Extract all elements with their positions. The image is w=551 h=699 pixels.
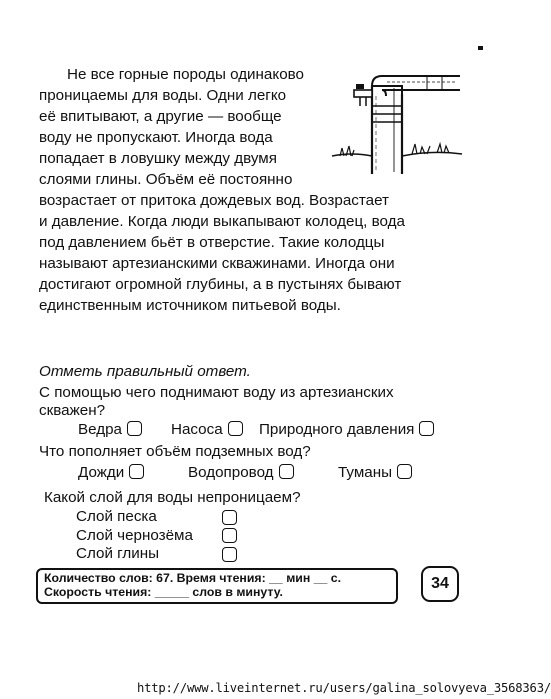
question-1-line-1: С помощью чего поднимают воду из артезианских <box>39 384 394 401</box>
checkbox[interactable] <box>228 421 243 436</box>
text-line: попадает в ловушку между двумя <box>39 150 277 167</box>
watermark-url: http://www.liveinternet.ru/users/galina_solovyeva_3568363/ <box>137 681 551 695</box>
q1-option-pump[interactable] <box>171 420 243 440</box>
text-line: возрастает от притока дождевых вод. Возрастает <box>39 192 389 209</box>
q3-option-clay: Слой глины <box>76 545 160 562</box>
text-line: называют артезианскими скважинами. Иногда они <box>39 255 395 272</box>
q2-option-rain[interactable] <box>78 463 144 483</box>
q1-option-buckets[interactable] <box>78 420 142 440</box>
option-label: Природного давления <box>259 421 415 438</box>
text-line: и давление. Когда люди выкапывают колодец, вода <box>39 213 405 230</box>
checkbox[interactable] <box>129 464 144 479</box>
option-label: Туманы <box>338 464 393 481</box>
checkbox[interactable] <box>397 464 412 479</box>
checkbox[interactable] <box>127 421 142 436</box>
page-number: 34 <box>421 566 459 602</box>
checkbox[interactable] <box>279 464 294 479</box>
text-line: воду не пропускают. Иногда вода <box>39 129 273 146</box>
text-line: Не все горные породы одинаково <box>67 66 304 83</box>
reading-stats-box <box>36 568 398 604</box>
option-label: Дожди <box>78 464 125 481</box>
artesian-well-illustration <box>332 64 462 179</box>
corner-mark <box>478 46 483 50</box>
option-label: Насоса <box>171 421 223 438</box>
question-3: Какой слой для воды непроницаем? <box>44 489 301 506</box>
text-line: под давлением бьёт в отверстие. Такие колодцы <box>39 234 385 251</box>
text-line: проницаемы для воды. Одни легко <box>39 87 287 104</box>
quiz-instruction: Отметь правильный ответ. <box>39 363 251 380</box>
word-count-line: Количество слов: 67. Время чтения: __ мин __ с. <box>44 571 342 585</box>
q2-option-water-supply[interactable] <box>188 463 294 483</box>
q3-option-black-soil: Слой чернозёма <box>76 527 193 544</box>
q2-option-fog[interactable] <box>338 463 412 483</box>
reading-speed-line: Скорость чтения: _____ слов в минуту. <box>44 585 283 599</box>
option-label: Ведра <box>78 421 122 438</box>
question-2: Что пополняет объём подземных вод? <box>39 443 311 460</box>
text-line: её впитывают, а другие — вообще <box>39 108 282 125</box>
q1-option-natural-pressure[interactable] <box>259 420 434 440</box>
text-line: единственным источником питьевой воды. <box>39 297 341 314</box>
question-1-line-2: скважен? <box>39 402 106 419</box>
text-line: достигают огромной глубины, а в пустынях бывают <box>39 276 402 293</box>
checkbox[interactable] <box>419 421 434 436</box>
q3-option-sand-checkbox[interactable] <box>222 510 237 525</box>
q3-option-clay-checkbox[interactable] <box>222 547 237 562</box>
text-line: слоями глины. Объём её постоянно <box>39 171 293 188</box>
option-label: Водопровод <box>188 464 274 481</box>
q3-option-black-soil-checkbox[interactable] <box>222 528 237 543</box>
q3-option-sand: Слой песка <box>76 508 157 525</box>
